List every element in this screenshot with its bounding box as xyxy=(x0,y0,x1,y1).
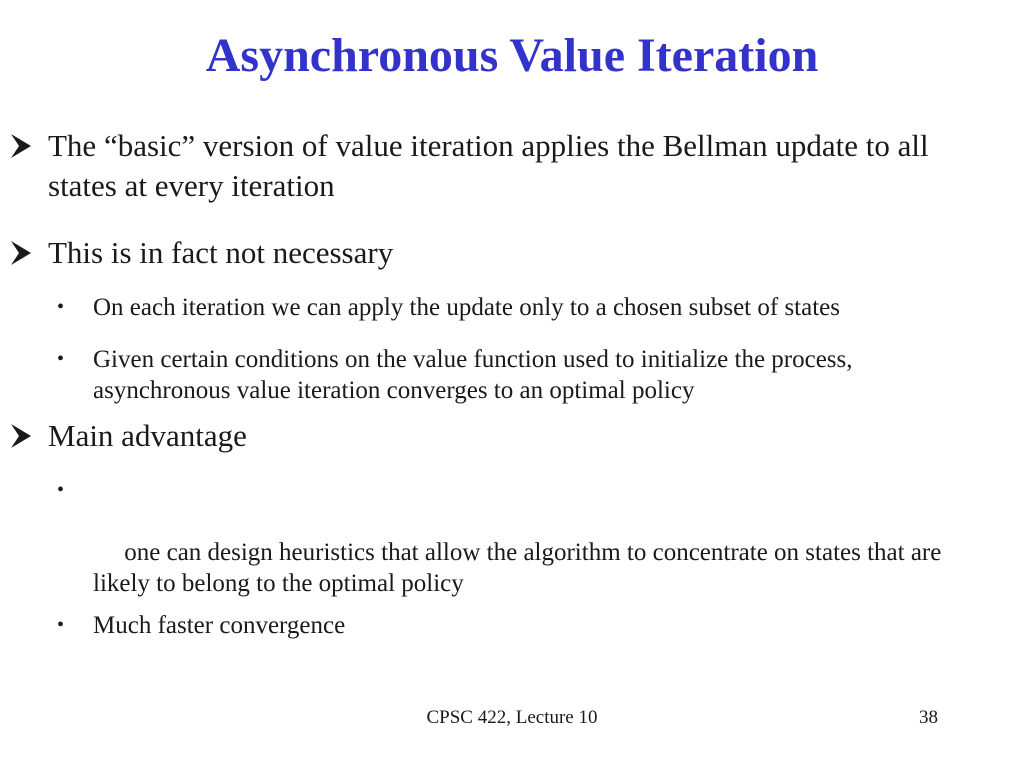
bullet-item xyxy=(48,233,968,273)
sub-bullet-text: one can design heuristics that allow the algorithm to concentrate on states that are likely to belong to the optimal policy xyxy=(93,539,948,597)
bullet-text: This is in fact not necessary xyxy=(48,235,394,270)
bullet-dot: • xyxy=(57,614,65,636)
sub-bullet-item xyxy=(57,292,973,323)
arrow-bullet-icon xyxy=(10,424,32,448)
sub-bullet-text: Given certain conditions on the value function used to initialize the process, asynchronous value iteration converges to an optimal policy xyxy=(93,346,853,404)
arrow-bullet-icon xyxy=(10,241,32,265)
sub-bullet-text: On each iteration we can apply the update only to a chosen subset of states xyxy=(93,294,840,321)
bullet-dot: • xyxy=(57,348,65,370)
sub-bullet-item xyxy=(57,475,973,630)
footer-course: CPSC 422, Lecture 10 xyxy=(426,707,598,728)
arrow-bullet-icon xyxy=(10,134,32,158)
bullet-item xyxy=(48,416,968,456)
bullet-dot: • xyxy=(57,479,65,501)
bullet-dot: • xyxy=(57,296,65,318)
page-number: 38 xyxy=(919,707,938,728)
sub-bullet-item xyxy=(57,344,973,406)
bullet-text: The “basic” version of value iteration applies the Bellman update to all states at every iteration xyxy=(48,128,929,203)
sub-bullet-text: Much faster convergence xyxy=(93,612,346,639)
slide-title: Asynchronous Value Iteration xyxy=(205,29,819,82)
sub-bullet-item xyxy=(57,610,973,641)
bullet-text: Main advantage xyxy=(48,418,247,453)
bullet-item xyxy=(48,126,968,206)
